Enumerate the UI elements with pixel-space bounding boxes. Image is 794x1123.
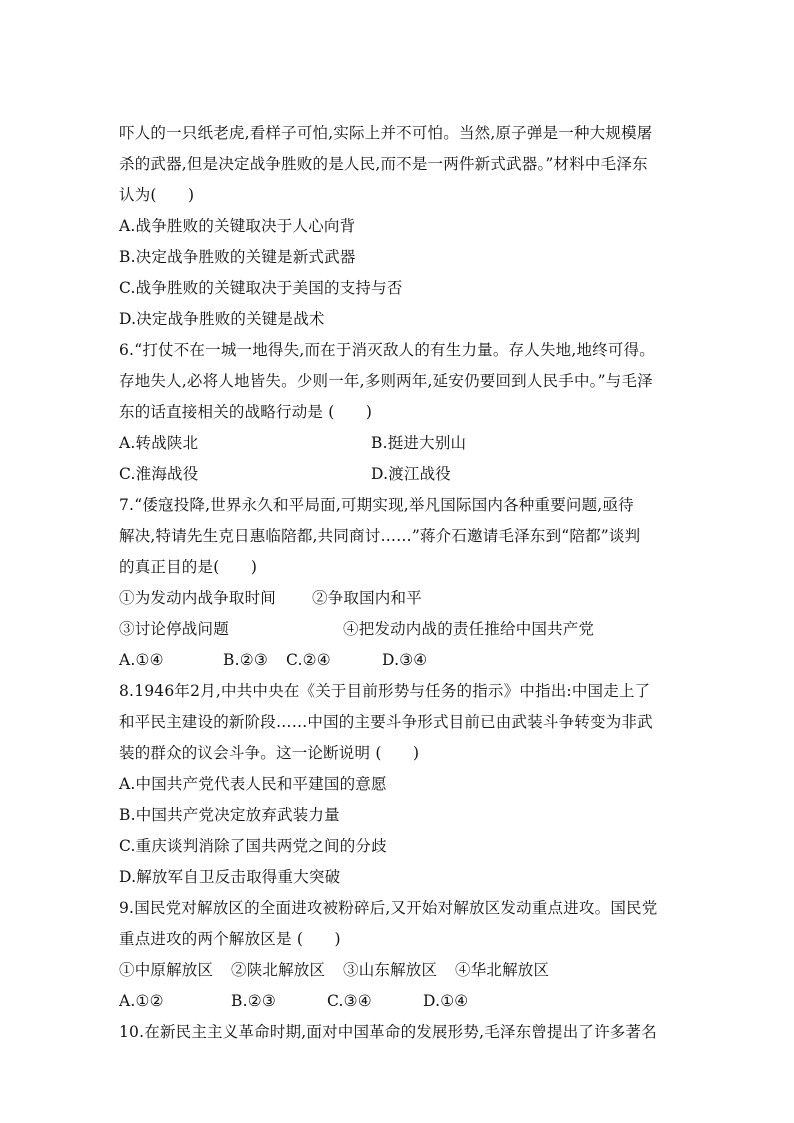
question-7-statements-row-2 bbox=[119, 614, 679, 645]
question-7-statement-1: ①为发动内战争取时间 bbox=[119, 589, 277, 607]
question-5 bbox=[119, 118, 679, 335]
question-6-line-1: 6.“打仗不在一城一地得失,而在于消灭敌人的有生力量。存人失地,地终可得。 bbox=[119, 341, 655, 359]
question-7 bbox=[119, 490, 679, 676]
question-7-line-1: 7.“倭寇投降,世界永久和平局面,可期实现,举凡国际国内各种重要问题,亟待 bbox=[119, 496, 634, 514]
question-9-statement-4: ④华北解放区 bbox=[455, 961, 550, 979]
question-7-option-d: D.③④ bbox=[382, 651, 428, 669]
question-8-line-3: 装的群众的议会斗争。这一论断说明 ( ) bbox=[119, 744, 420, 762]
question-8-option-c: C.重庆谈判消除了国共两党之间的分歧 bbox=[119, 837, 387, 855]
question-6-option-c: C.淮海战役 bbox=[119, 465, 199, 483]
question-9-statement-2: ②陕北解放区 bbox=[231, 961, 326, 979]
question-9-options bbox=[119, 986, 679, 1017]
question-5-line-1: 吓人的一只纸老虎,看样子可怕,实际上并不可怕。当然,原子弹是一种大规模屠 bbox=[119, 124, 653, 142]
question-6-option-b: B.挺进大别山 bbox=[371, 434, 467, 452]
question-5-option-b: B.决定战争胜败的关键是新式武器 bbox=[119, 248, 356, 266]
question-9 bbox=[119, 893, 679, 1017]
question-7-options bbox=[119, 645, 679, 676]
question-6-line-2: 存地失人,必将人地皆失。少则一年,多则两年,延安仍要回到人民手中。”与毛泽 bbox=[119, 372, 653, 390]
question-9-statements bbox=[119, 955, 679, 986]
question-5-option-a: A.战争胜败的关键取决于人心向背 bbox=[119, 217, 356, 235]
question-9-statement-3: ③山东解放区 bbox=[343, 961, 438, 979]
question-9-option-b: B.②③ bbox=[231, 992, 276, 1010]
question-6-option-d: D.渡江战役 bbox=[371, 465, 452, 483]
question-7-option-c: C.②④ bbox=[286, 651, 331, 669]
question-8-option-b: B.中国共产党决定放弃武装力量 bbox=[119, 806, 340, 824]
question-5-option-c: C.战争胜败的关键取决于美国的支持与否 bbox=[119, 279, 403, 297]
question-7-line-3: 的真正目的是( ) bbox=[119, 558, 258, 576]
question-9-option-a: A.①② bbox=[119, 992, 164, 1010]
question-10-line-1: 10.在新民主主义革命时期,面对中国革命的发展形势,毛泽东曾提出了许多著名 bbox=[119, 1023, 657, 1041]
question-8-option-a: A.中国共产党代表人民和平建国的意愿 bbox=[119, 775, 387, 793]
question-6-options-row-2 bbox=[119, 459, 679, 490]
question-9-statement-1: ①中原解放区 bbox=[119, 961, 214, 979]
question-9-option-c: C.③④ bbox=[327, 992, 372, 1010]
question-9-option-d: D.①④ bbox=[423, 992, 469, 1010]
question-7-option-b: B.②③ bbox=[223, 651, 268, 669]
question-8-line-2: 和平民主建设的新阶段……中国的主要斗争形式目前已由武装斗争转变为非武 bbox=[119, 713, 653, 731]
question-6-line-3: 东的话直接相关的战略行动是 ( ) bbox=[119, 403, 373, 421]
question-7-statement-4: ④把发动内战的责任推给中国共产党 bbox=[343, 620, 595, 638]
question-7-line-2: 解决,特请先生克日惠临陪都,共同商讨……”蒋介石邀请毛泽东到“陪都”谈判 bbox=[119, 527, 641, 545]
question-9-line-1: 9.国民党对解放区的全面进攻被粉碎后,又开始对解放区发动重点进攻。国民党 bbox=[119, 899, 658, 917]
question-8-line-1: 8.1946年2月,中共中央在《关于目前形势与任务的指示》中指出:中国走上了 bbox=[119, 682, 651, 700]
question-5-line-3: 认为( ) bbox=[119, 186, 195, 204]
question-7-statement-2: ②争取国内和平 bbox=[312, 589, 422, 607]
document-page bbox=[119, 118, 679, 1048]
question-6-option-a: A.转战陕北 bbox=[119, 434, 199, 452]
question-6-options-row-1 bbox=[119, 428, 679, 459]
question-7-statements-row-1 bbox=[119, 583, 679, 614]
question-8-option-d: D.解放军自卫反击取得重大突破 bbox=[119, 868, 341, 886]
question-8 bbox=[119, 676, 679, 893]
question-9-line-2: 重点进攻的两个解放区是 ( ) bbox=[119, 930, 341, 948]
question-10 bbox=[119, 1017, 679, 1048]
question-5-line-2: 杀的武器,但是决定战争胜败的是人民,而不是一两件新式武器。”材料中毛泽东 bbox=[119, 155, 648, 173]
question-7-option-a: A.①④ bbox=[119, 651, 164, 669]
question-7-statement-3: ③讨论停战问题 bbox=[119, 620, 229, 638]
question-5-option-d: D.决定战争胜败的关键是战术 bbox=[119, 310, 325, 328]
question-6 bbox=[119, 335, 679, 490]
